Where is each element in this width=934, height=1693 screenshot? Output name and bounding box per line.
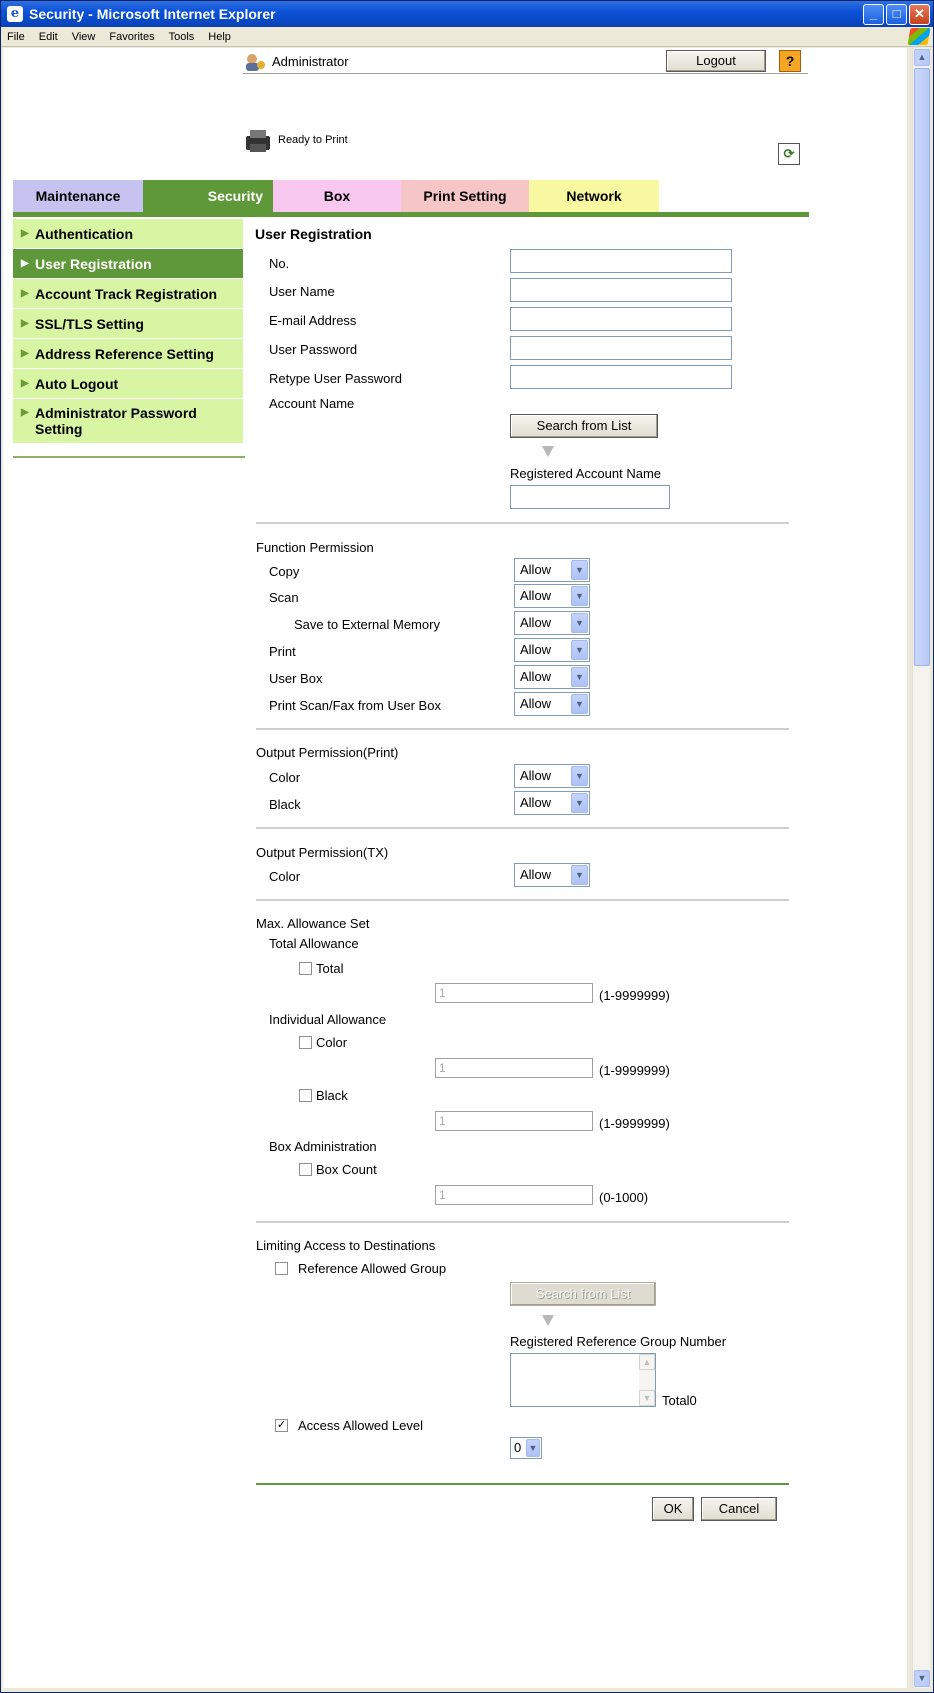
- chevron-down-icon: ▼: [571, 613, 588, 633]
- tab-print-setting[interactable]: Print Setting: [401, 180, 529, 212]
- sidebar-item-label: User Registration: [35, 256, 152, 272]
- administrator-label: Administrator: [272, 54, 349, 69]
- box-count-range: (0-1000): [599, 1190, 649, 1205]
- box-count-checkbox[interactable]: [299, 1163, 312, 1176]
- arrow-icon: ▶: [21, 258, 29, 269]
- ok-button[interactable]: OK: [652, 1497, 694, 1521]
- divider: [256, 899, 789, 901]
- scroll-down-icon[interactable]: ▼: [914, 1670, 930, 1687]
- list-scrollbar[interactable]: [639, 1354, 655, 1406]
- scroll-down-icon[interactable]: ▼: [639, 1390, 655, 1406]
- tab-box[interactable]: Box: [273, 180, 401, 212]
- user-box-label: User Box: [269, 671, 323, 686]
- sidebar-item-label: Administrator Password Setting: [35, 405, 197, 437]
- arrow-icon: ▶: [21, 378, 29, 389]
- sidebar-item-label: Authentication: [35, 226, 133, 242]
- external-memory-label: Save to External Memory: [294, 617, 440, 632]
- printer-icon: [244, 128, 272, 154]
- reference-group-checkbox[interactable]: [275, 1262, 288, 1275]
- chevron-down-icon: ▼: [571, 640, 588, 660]
- color-label: Color: [316, 1035, 348, 1050]
- sidebar-item-label: Auto Logout: [35, 376, 119, 392]
- color-allowance-input[interactable]: 1: [435, 1058, 593, 1078]
- sidebar-item-label: Account Track Registration: [35, 286, 218, 302]
- chevron-down-icon: ▼: [571, 667, 588, 687]
- arrow-icon: ▶: [21, 318, 29, 329]
- tab-underline: [13, 212, 809, 217]
- no-label: No.: [269, 256, 290, 271]
- output-print-color-value: Allow: [520, 768, 552, 783]
- total-input[interactable]: 1: [435, 983, 593, 1003]
- copy-label: Copy: [269, 564, 300, 579]
- divider: [256, 827, 789, 829]
- sidebar-item-ssl-tls[interactable]: [13, 309, 243, 339]
- header-divider: [243, 73, 808, 74]
- divider: [256, 728, 789, 730]
- output-print-color-select[interactable]: [514, 764, 590, 788]
- black-range: (1-9999999): [599, 1116, 670, 1131]
- reference-group-label: Reference Allowed Group: [298, 1261, 447, 1276]
- administrator-icon: [244, 53, 266, 71]
- registered-account-label: Registered Account Name: [510, 466, 662, 481]
- email-input[interactable]: [510, 307, 732, 331]
- menu-view[interactable]: View: [71, 30, 96, 43]
- output-tx-color-select[interactable]: [514, 863, 590, 887]
- color-checkbox[interactable]: [299, 1036, 312, 1049]
- retype-password-input[interactable]: [510, 365, 732, 389]
- chevron-down-icon: ▼: [571, 560, 588, 580]
- tab-security[interactable]: Security: [143, 180, 273, 212]
- menu-file[interactable]: File: [7, 30, 25, 43]
- user-name-input[interactable]: [510, 278, 732, 302]
- print-select[interactable]: [514, 638, 590, 662]
- color-range: (1-9999999): [599, 1063, 670, 1078]
- section-title: User Registration: [255, 226, 372, 242]
- registered-group-label: Registered Reference Group Number: [510, 1334, 727, 1349]
- output-tx-color-label: Color: [269, 869, 301, 884]
- output-print-color-label: Color: [269, 770, 301, 785]
- no-input[interactable]: [510, 249, 732, 273]
- external-memory-select[interactable]: [514, 611, 590, 635]
- divider: [256, 1221, 789, 1223]
- sidebar-item-label: Address Reference Setting: [35, 346, 214, 362]
- page-scrollbar[interactable]: [912, 48, 930, 1688]
- registered-account-input[interactable]: [510, 485, 670, 509]
- arrow-icon: ▶: [21, 228, 29, 239]
- sidebar-item-admin-password[interactable]: [13, 399, 243, 444]
- arrow-icon: ▶: [21, 348, 29, 359]
- print-select-value: Allow: [520, 642, 552, 657]
- retype-password-label: Retype User Password: [269, 371, 402, 386]
- black-label: Black: [316, 1088, 348, 1103]
- title-bar[interactable]: [1, 1, 933, 27]
- scan-select[interactable]: [514, 584, 590, 608]
- printer-status: Ready to Print: [278, 134, 348, 146]
- registered-group-list[interactable]: [510, 1353, 656, 1407]
- menu-bar: [1, 27, 933, 47]
- scan-label: Scan: [269, 590, 299, 605]
- scroll-up-icon[interactable]: ▲: [914, 49, 930, 66]
- total-range: (1-9999999): [599, 988, 670, 1003]
- sidebar-item-address-reference[interactable]: [13, 339, 243, 369]
- scrollbar-thumb[interactable]: [914, 68, 930, 666]
- copy-select-value: Allow: [520, 562, 552, 577]
- access-level-label: Access Allowed Level: [298, 1418, 424, 1433]
- black-allowance-input[interactable]: 1: [435, 1111, 593, 1131]
- output-print-black-select[interactable]: [514, 791, 590, 815]
- page-viewport: [3, 48, 907, 1688]
- footer-divider: [256, 1483, 789, 1485]
- tab-maintenance[interactable]: Maintenance: [13, 180, 143, 212]
- chevron-down-icon: ▼: [571, 766, 588, 786]
- access-level-checkbox[interactable]: ✓: [276, 1419, 287, 1431]
- user-box-select-value: Allow: [520, 669, 552, 684]
- arrow-icon: ▶: [21, 407, 29, 418]
- windows-logo-icon: [908, 28, 931, 45]
- scan-select-value: Allow: [520, 588, 552, 603]
- account-name-label: Account Name: [269, 396, 355, 411]
- sidebar-item-auto-logout[interactable]: [13, 369, 243, 399]
- refresh-icon[interactable]: ⟳: [778, 143, 800, 165]
- close-button[interactable]: ✕: [909, 4, 930, 25]
- minimize-button[interactable]: _: [863, 4, 884, 25]
- print-scan-fax-select[interactable]: [514, 692, 590, 716]
- scroll-up-icon[interactable]: ▲: [639, 1354, 655, 1370]
- menu-help[interactable]: Help: [208, 30, 231, 43]
- down-arrow-icon: [542, 1315, 554, 1326]
- access-level-value: 0: [514, 1440, 522, 1455]
- output-print-black-value: Allow: [520, 795, 552, 810]
- arrow-icon: ▶: [21, 288, 29, 299]
- window-title: Security - Microsoft Internet Explorer: [29, 6, 276, 22]
- divider: [256, 522, 789, 524]
- search-from-list-disabled-button[interactable]: Search from List: [510, 1282, 656, 1306]
- total-label: Total: [316, 961, 344, 976]
- limiting-access-heading: Limiting Access to Destinations: [256, 1238, 436, 1253]
- maximize-button[interactable]: □: [886, 4, 907, 25]
- chevron-down-icon: ▼: [571, 586, 588, 606]
- print-label: Print: [269, 644, 296, 659]
- total-allowance-heading: Total Allowance: [269, 936, 359, 951]
- logout-button[interactable]: Logout: [666, 50, 766, 72]
- user-box-select[interactable]: [514, 665, 590, 689]
- ie-logo-icon: e: [7, 6, 23, 22]
- chevron-down-icon: ▼: [571, 793, 588, 813]
- tab-network[interactable]: Network: [529, 180, 659, 212]
- output-print-black-label: Black: [269, 797, 301, 812]
- group-total: Total0: [662, 1393, 697, 1408]
- print-scan-fax-select-value: Allow: [520, 696, 552, 711]
- menu-favorites[interactable]: Favorites: [109, 30, 155, 43]
- menu-tools[interactable]: Tools: [168, 30, 195, 43]
- search-from-list-button[interactable]: Search from List: [510, 414, 658, 438]
- output-tx-heading: Output Permission(TX): [256, 845, 389, 860]
- chevron-down-icon: ▼: [526, 1439, 540, 1457]
- sidebar-item-label: SSL/TLS Setting: [35, 316, 144, 332]
- output-tx-color-value: Allow: [520, 867, 552, 882]
- output-print-heading: Output Permission(Print): [256, 745, 399, 760]
- external-memory-select-value: Allow: [520, 615, 552, 630]
- sidebar-divider: [13, 456, 245, 458]
- chevron-down-icon: ▼: [571, 865, 588, 885]
- print-scan-fax-label: Print Scan/Fax from User Box: [269, 698, 441, 713]
- down-arrow-icon: [542, 446, 554, 457]
- menu-edit[interactable]: Edit: [38, 30, 58, 43]
- sidebar-item-user-registration[interactable]: [13, 249, 243, 279]
- chevron-down-icon: ▼: [571, 694, 588, 714]
- box-administration-heading: Box Administration: [269, 1139, 377, 1154]
- email-label: E-mail Address: [269, 313, 357, 328]
- user-name-label: User Name: [269, 284, 335, 299]
- password-label: User Password: [269, 342, 358, 357]
- black-checkbox[interactable]: [299, 1089, 312, 1102]
- box-count-label: Box Count: [316, 1162, 377, 1177]
- total-checkbox[interactable]: [299, 962, 312, 975]
- help-icon[interactable]: ?: [779, 50, 801, 72]
- sidebar-item-authentication[interactable]: [13, 219, 243, 249]
- cancel-button[interactable]: Cancel: [701, 1497, 777, 1521]
- password-input[interactable]: [510, 336, 732, 360]
- function-permission-heading: Function Permission: [256, 540, 374, 555]
- box-count-input[interactable]: 1: [435, 1185, 593, 1205]
- sidebar-item-account-track[interactable]: [13, 279, 243, 309]
- access-level-select[interactable]: [510, 1437, 542, 1459]
- max-allowance-heading: Max. Allowance Set: [256, 916, 370, 931]
- copy-select[interactable]: [514, 558, 590, 582]
- individual-allowance-heading: Individual Allowance: [269, 1012, 387, 1027]
